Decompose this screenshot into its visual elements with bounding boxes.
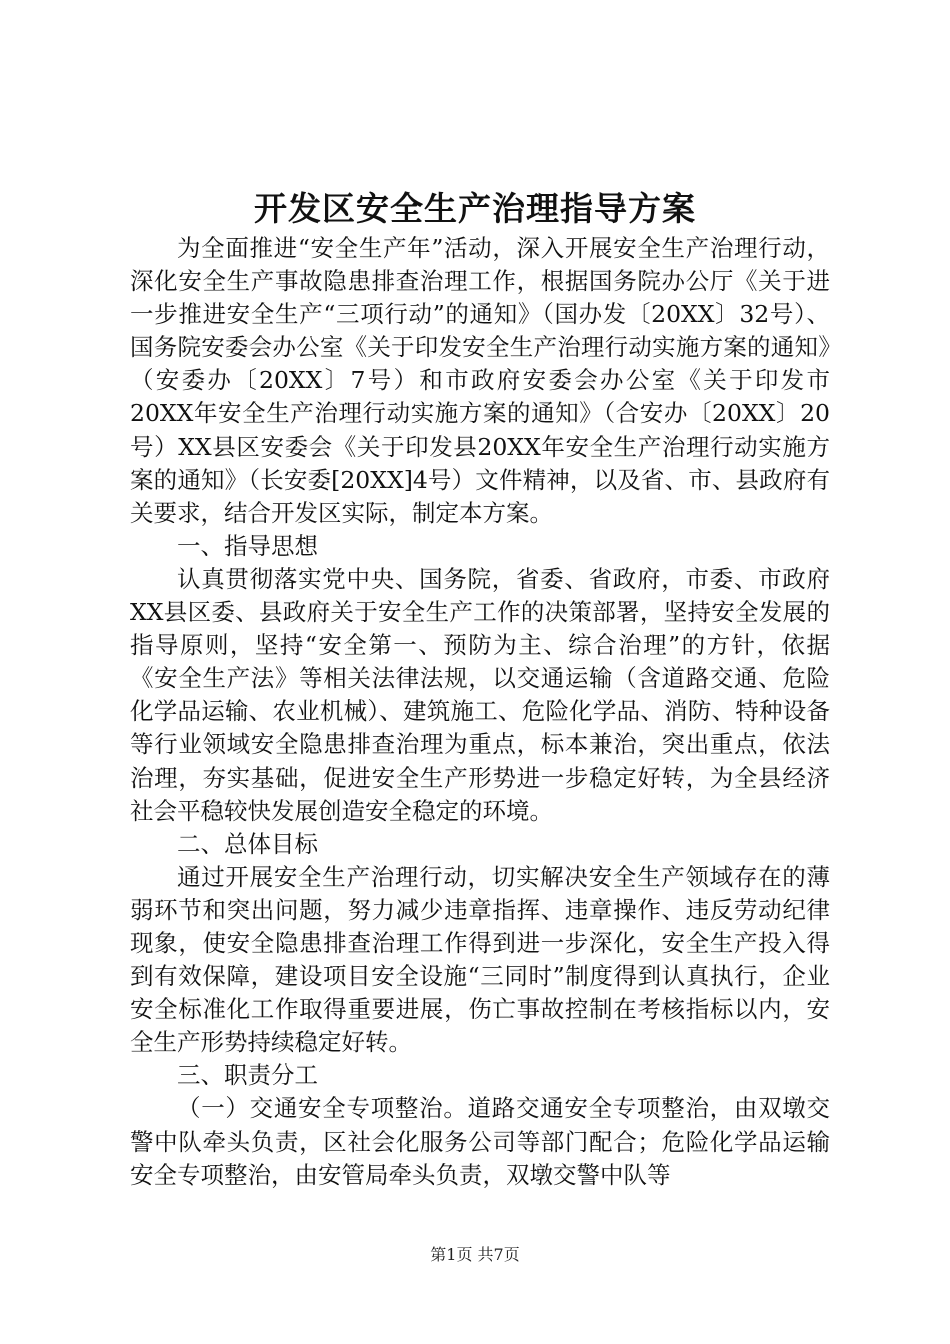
section-paragraph-overall-goals: 通过开展安全生产治理行动，切实解决安全生产领域存在的薄弱环节和突出问题，努力减少违章指挥、违章操作、违反劳动纪律现象，使安全隐患排查治理工作得到进一步深化，安全生产投入得到有效保障，建设项目安全设施“三同时”制度得到认真执行，企业安全标准化工作取得重要进展，伤亡事故控制在考核指标以内，安全生产形势持续稳定好转。 (130, 862, 830, 1057)
section-heading-responsibilities: 三、职责分工 (177, 1061, 318, 1090)
document-body (130, 232, 830, 1192)
document-title: 开发区安全生产治理指导方案 (254, 189, 696, 228)
intro-paragraph: 为全面推进“安全生产年”活动，深入开展安全生产治理行动，深化安全生产事故隐患排查治理工作，根据国务院办公厅《关于进一步推进安全生产“三项行动”的通知》（国办发〔20XX〕32号）、国务院安委会办公室《关于印发安全生产治理行动实施方案的通知》（安委办〔20XX〕7号）和市政府安委会办公室《关于印发市20XX年安全生产治理行动实施方案的通知》（合安办〔20XX〕20号）XX县区安委会《关于印发县20XX年安全生产治理行动实施方案的通知》（长安委[20XX]4号）文件精神，以及省、市、县政府有关要求，结合开发区实际，制定本方案。 (130, 234, 830, 527)
section-paragraph-responsibilities: （一）交通安全专项整治。道路交通安全专项整治，由双墩交警中队牵头负责，区社会化服务公司等部门配合；危险化学品运输安全专项整治，由安管局牵头负责，双墩交警中队等 (130, 1094, 830, 1189)
section-paragraph-guiding-ideology: 认真贯彻落实党中央、国务院，省委、省政府，市委、市政府XX县区委、县政府关于安全生产工作的决策部署，坚持安全发展的指导原则，坚持“安全第一、预防为主、综合治理”的方针，依据《安全生产法》等相关法律法规，以交通运输（含道路交通、危险化学品运输、农业机械）、建筑施工、危险化学品、消防、特种设备等行业领域安全隐患排查治理为重点，标本兼治，突出重点，依法治理，夯实基础，促进安全生产形势进一步稳定好转，为全县经济社会平稳较快发展创造安全稳定的环境。 (130, 564, 830, 825)
section-heading-guiding-ideology: 一、指导思想 (177, 531, 318, 560)
page-footer: 第1页 共7页 (430, 1245, 520, 1264)
section-heading-overall-goals: 二、总体目标 (177, 829, 318, 858)
